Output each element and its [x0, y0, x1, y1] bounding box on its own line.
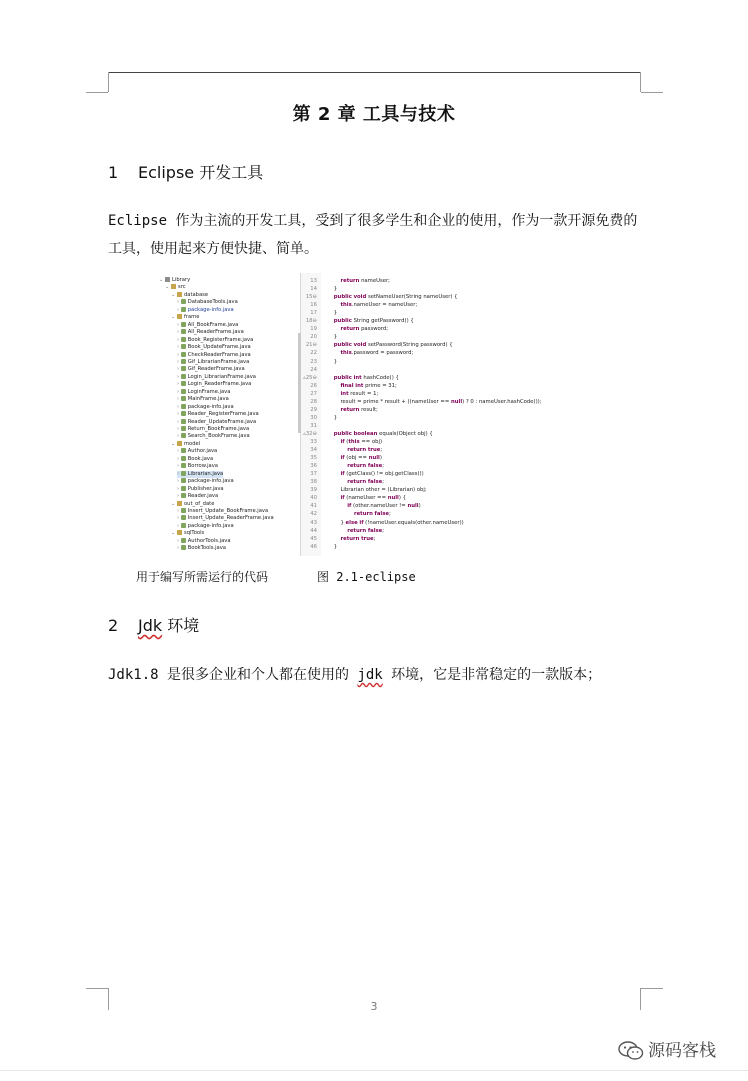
tree-item-label: Reader.java: [187, 493, 219, 500]
java-file-icon: [181, 389, 186, 394]
tree-caret-icon[interactable]: ⌄: [165, 284, 171, 291]
paragraph-jdk: [108, 661, 648, 689]
code-text: if (getClass() != obj.getClass()): [340, 471, 424, 478]
code-text: public void setPassword(String password) {: [333, 342, 453, 349]
tree-item[interactable]: [171, 314, 199, 321]
code-line: [301, 302, 417, 309]
code-text: return false;: [347, 527, 385, 534]
line-number: 29: [310, 406, 317, 413]
tree-caret-icon[interactable]: ›: [177, 403, 181, 410]
footer-separator: [0, 1070, 748, 1071]
tree-caret-icon[interactable]: ›: [177, 388, 181, 395]
tree-item[interactable]: [177, 411, 259, 418]
line-number: 41: [310, 503, 317, 510]
code-line: [301, 536, 375, 543]
tree-caret-icon[interactable]: ›: [177, 515, 181, 522]
line-number: 43: [310, 519, 317, 526]
tree-caret-icon[interactable]: ›: [177, 306, 181, 313]
code-text: if (nameUser == null) {: [340, 495, 407, 502]
tree-item[interactable]: [177, 486, 224, 493]
tree-item[interactable]: [177, 352, 251, 359]
tree-item-label: MainFrame.java: [187, 396, 229, 403]
wechat-icon: [618, 1041, 644, 1061]
java-file-icon: [181, 419, 186, 424]
java-file-icon: [181, 352, 186, 357]
para2-text-rest: 环境，它是非常稳定的一款版本；: [382, 667, 602, 683]
code-text: return nameUser;: [340, 278, 390, 284]
tree-item-label: package-info.java: [187, 403, 234, 410]
tree-caret-icon[interactable]: ›: [177, 455, 181, 462]
code-text: }: [327, 543, 338, 550]
line-number: 22: [310, 350, 317, 357]
tree-item[interactable]: [177, 471, 223, 478]
tree-item[interactable]: [177, 389, 230, 396]
crop-mark-top-right-h: [641, 92, 663, 93]
line-number: 19: [310, 326, 317, 333]
tree-item[interactable]: [177, 538, 231, 545]
tree-caret-icon[interactable]: ›: [177, 299, 181, 306]
tree-item-label: Insert_Update_ReaderFrame.java: [187, 515, 274, 522]
tree-item-label: Reader_UpdateFrame.java: [187, 418, 257, 425]
tree-caret-icon[interactable]: ›: [177, 493, 181, 500]
java-file-icon: [181, 322, 186, 327]
java-file-icon: [181, 545, 186, 550]
tree-item-label: CheckReaderFrame.java: [187, 351, 251, 358]
tree-item[interactable]: [171, 501, 214, 508]
code-text: Librarian other = (Librarian) obj;: [327, 487, 427, 494]
line-number: 26: [310, 382, 317, 389]
line-number: ▵25⊖: [303, 374, 317, 381]
tree-item[interactable]: [165, 284, 186, 291]
java-file-icon: [181, 486, 186, 491]
tree-caret-icon[interactable]: ›: [177, 507, 181, 514]
code-text: }: [327, 310, 338, 317]
tree-caret-icon[interactable]: ›: [177, 418, 181, 425]
tree-item-label: All_BookFrame.java: [187, 321, 239, 328]
line-number: 33: [310, 439, 317, 445]
tree-item-label: DatabaseTools.java: [187, 299, 238, 306]
code-line: [301, 399, 542, 406]
tree-item-label: LoginFrame.java: [187, 388, 231, 395]
tree-item[interactable]: [159, 277, 190, 284]
line-number: 28: [310, 398, 317, 405]
tree-item[interactable]: [177, 322, 238, 329]
tree-caret-icon[interactable]: ›: [177, 336, 181, 343]
tree-caret-icon[interactable]: ›: [177, 545, 181, 552]
para2-text: Jdk1.8 是很多企业和个人都在使用的: [108, 667, 358, 683]
code-line: [301, 318, 414, 325]
tree-item[interactable]: [177, 433, 250, 440]
tree-item-label: Author.java: [187, 448, 218, 455]
code-text: public boolean equals(Object obj) {: [333, 430, 433, 437]
tree-item-label: Reader_RegisterFrame.java: [187, 411, 259, 418]
code-text: public int hashCode() {: [333, 374, 399, 381]
tree-caret-icon[interactable]: ›: [177, 351, 181, 358]
tree-caret-icon[interactable]: ⌄: [171, 530, 177, 537]
code-text: return password;: [340, 326, 389, 333]
code-text: if (this == obj): [340, 439, 383, 445]
tree-item[interactable]: [177, 396, 229, 403]
tree-item-label: Login_ReaderFrame.java: [187, 381, 252, 388]
section-number: 1: [108, 163, 119, 182]
tree-caret-icon[interactable]: ⌄: [171, 440, 177, 447]
code-text: result = prime * result + ((nameUser == null) ? 0 : nameUser.hashCode());: [327, 398, 542, 405]
line-number: 18⊖: [305, 318, 317, 325]
tree-item-label: src: [178, 284, 186, 291]
line-number: 44: [310, 527, 317, 534]
tree-item-label: Book_RegisterFrame.java: [187, 336, 254, 343]
line-number: 27: [310, 390, 317, 397]
code-line: [301, 407, 378, 414]
code-line: [301, 278, 390, 285]
java-file-icon: [181, 396, 186, 401]
code-line: [301, 367, 327, 374]
tree-item-label: BookTools.java: [187, 545, 226, 552]
header-rule: [109, 72, 640, 73]
code-text: }: [327, 358, 338, 365]
code-line: [301, 286, 337, 293]
watermark-text: 源码客栈: [648, 1041, 716, 1061]
code-line: [301, 544, 337, 551]
code-line: [301, 479, 384, 486]
line-number: 34: [310, 447, 317, 454]
line-number: 38: [310, 479, 317, 486]
code-text: public String getPassword() {: [333, 318, 414, 325]
java-file-icon: [181, 463, 186, 468]
tree-caret-icon[interactable]: ›: [177, 426, 181, 432]
code-line: [301, 334, 337, 341]
tree-item-label: Gif_LibrarianFrame.java: [187, 358, 250, 365]
java-file-icon: [181, 299, 186, 304]
tree-item[interactable]: [171, 530, 204, 537]
tree-item[interactable]: [177, 493, 218, 500]
code-line: [301, 423, 327, 430]
java-file-icon: [181, 411, 186, 416]
java-file-icon: [181, 344, 186, 349]
code-line: [301, 310, 337, 317]
tree-caret-icon[interactable]: ›: [177, 433, 181, 440]
java-file-icon: [181, 523, 186, 528]
code-line: [301, 503, 421, 510]
figure-caption-label: 图 2.1-eclipse: [317, 570, 416, 584]
code-line: [301, 391, 378, 398]
line-number: 16: [310, 302, 317, 309]
tree-item[interactable]: [177, 426, 249, 433]
java-file-icon: [181, 448, 186, 453]
code-line: [301, 520, 464, 527]
tree-item-label: Librarian.java: [187, 470, 224, 477]
tree-caret-icon[interactable]: ›: [177, 463, 181, 470]
figure-caption-description: 用于编写所需运行的代码: [136, 570, 269, 584]
tree-caret-icon[interactable]: ›: [177, 485, 181, 492]
watermark: [618, 1036, 716, 1061]
package-icon: [177, 314, 182, 319]
tree-item[interactable]: [177, 523, 234, 530]
code-text: }: [327, 286, 338, 293]
section-heading-jdk: [108, 613, 199, 636]
code-text: if (other.nameUser != null): [347, 503, 421, 510]
java-file-icon: [181, 493, 186, 498]
code-line: [301, 447, 382, 454]
tree-caret-icon[interactable]: ›: [177, 470, 181, 477]
java-file-icon: [181, 329, 186, 334]
tree-item[interactable]: [177, 456, 213, 463]
tree-caret-icon[interactable]: ›: [177, 358, 181, 365]
tree-item[interactable]: [171, 292, 208, 299]
tree-item[interactable]: [177, 508, 268, 515]
tree-item[interactable]: [177, 478, 234, 485]
tree-item-label: Book_UpdateFrame.java: [187, 344, 251, 351]
line-number: 20: [310, 334, 317, 341]
tree-caret-icon[interactable]: ›: [177, 329, 181, 336]
code-line: [301, 487, 427, 494]
package-icon: [177, 292, 182, 297]
project-icon: [165, 277, 170, 282]
tree-item[interactable]: [177, 404, 234, 411]
tree-item-label: Gif_ReaderFrame.java: [187, 366, 245, 373]
tree-item[interactable]: [177, 337, 253, 344]
code-line: [301, 528, 384, 535]
code-text: return true;: [347, 447, 383, 454]
code-line: [301, 350, 413, 357]
code-line: [301, 463, 384, 470]
package-icon: [177, 530, 182, 535]
code-line: [301, 511, 391, 518]
line-number: 23: [310, 358, 317, 365]
package-icon: [177, 441, 182, 446]
line-number: 42: [310, 511, 317, 518]
tree-item-label: All_ReaderFrame.java: [187, 329, 244, 336]
code-text: return false;: [353, 511, 391, 518]
tree-item-label: AuthorTools.java: [187, 537, 231, 544]
tree-item-label: package-info.java: [187, 306, 234, 313]
java-file-icon: [181, 515, 186, 520]
tree-item-label: frame: [184, 314, 200, 321]
code-line: [301, 294, 458, 301]
line-number: 14: [310, 286, 317, 293]
code-line: [301, 359, 337, 366]
java-file-icon: [181, 456, 186, 461]
line-number: 36: [310, 463, 317, 470]
tree-item[interactable]: [177, 307, 234, 314]
tree-item[interactable]: [177, 299, 238, 306]
tree-item-label: package-info.java: [187, 478, 234, 485]
tree-item[interactable]: [177, 329, 244, 336]
java-file-icon: [181, 478, 186, 483]
tree-item-label: Search_BookFrame.java: [187, 433, 250, 440]
tree-item[interactable]: [171, 441, 200, 448]
code-line: [301, 455, 382, 462]
tree-item[interactable]: [177, 366, 245, 373]
java-file-icon: [181, 359, 186, 364]
section-title-wavy: Jdk: [138, 616, 163, 635]
code-line: [301, 471, 424, 478]
java-file-icon: [181, 381, 186, 386]
section-number: 2: [108, 616, 119, 635]
line-number: 30: [310, 414, 317, 421]
crop-mark-top-right: [640, 72, 663, 92]
code-text: return false;: [347, 479, 385, 486]
tree-caret-icon[interactable]: ›: [177, 366, 181, 373]
tree-item[interactable]: [177, 545, 226, 552]
code-text: return true;: [340, 535, 376, 542]
tree-item-label: sqlTools: [184, 530, 205, 537]
tree-caret-icon[interactable]: ⌄: [171, 314, 177, 321]
java-file-icon: [181, 404, 186, 409]
line-number: ▵32⊖: [303, 430, 317, 437]
tree-caret-icon[interactable]: ›: [177, 537, 181, 544]
line-number: 31: [310, 422, 317, 429]
section-title-rest: 环境: [162, 616, 200, 635]
tree-item-label: Login_LibrarianFrame.java: [187, 373, 256, 380]
code-text: return false;: [347, 463, 385, 470]
tree-caret-icon[interactable]: ›: [177, 478, 181, 485]
tree-caret-icon[interactable]: ›: [177, 411, 181, 418]
line-number: 45: [310, 535, 317, 542]
section-title: Eclipse 开发工具: [138, 163, 264, 182]
code-text: int result = 1;: [340, 390, 379, 397]
tree-item-label: package-info.java: [187, 522, 234, 529]
tree-item-label: Return_BookFrame.java: [187, 426, 250, 432]
tree-caret-icon[interactable]: ⌄: [171, 500, 177, 507]
tree-item[interactable]: [177, 419, 256, 426]
tree-caret-icon[interactable]: ›: [177, 522, 181, 529]
line-number: 35: [310, 455, 317, 462]
java-file-icon: [181, 508, 186, 513]
code-text: this.nameUser = nameUser;: [340, 302, 418, 309]
java-file-icon: [181, 337, 186, 342]
tree-caret-icon[interactable]: ›: [177, 344, 181, 351]
code-text: return result;: [340, 406, 378, 413]
code-line: [301, 326, 388, 333]
eclipse-screenshot: [155, 273, 598, 556]
tree-item[interactable]: [177, 515, 274, 522]
tree-item-label: out_of_date: [184, 500, 215, 507]
section-heading-eclipse: [108, 160, 263, 183]
line-number: 37: [310, 471, 317, 478]
line-number: 17: [310, 310, 317, 317]
java-file-icon: [181, 538, 186, 543]
tree-item-label: Book.java: [187, 455, 214, 462]
chapter-title: 第 2 章 工具与技术: [292, 104, 456, 125]
code-line: [301, 375, 399, 382]
code-text: }: [327, 414, 338, 421]
code-text: public void setNameUser(String nameUser) {: [333, 294, 458, 301]
code-line: [301, 495, 406, 502]
tree-caret-icon[interactable]: ›: [177, 448, 181, 455]
code-text: if (obj == null): [340, 455, 382, 462]
code-line: [301, 383, 397, 390]
tree-item-label: Library: [172, 277, 191, 283]
para2-jdk-word: jdk: [357, 667, 383, 683]
tree-item-label: Borrow.java: [187, 463, 218, 470]
code-text: } else if (!nameUser.equals(other.nameUser)): [327, 519, 464, 526]
code-line: [301, 439, 382, 446]
package-icon: [171, 284, 176, 289]
page-number: 3: [370, 1000, 378, 1013]
code-text: }: [327, 334, 338, 341]
java-file-icon: [181, 471, 186, 476]
tree-item[interactable]: [177, 374, 256, 381]
code-line: [301, 342, 453, 349]
code-line: [301, 431, 433, 438]
tree-item[interactable]: [177, 448, 217, 455]
tree-caret-icon[interactable]: ⌄: [159, 277, 165, 283]
line-number: 15⊖: [305, 294, 317, 301]
java-file-icon: [181, 374, 186, 379]
java-file-icon: [181, 426, 186, 431]
tree-item-label: Insert_Update_BookFrame.java: [187, 507, 269, 514]
tree-item[interactable]: [177, 463, 218, 470]
tree-caret-icon[interactable]: ›: [177, 373, 181, 380]
crop-mark-top-left-h: [86, 92, 108, 93]
java-file-icon: [181, 433, 186, 438]
crop-mark-bottom-left: [86, 988, 108, 989]
tree-item[interactable]: [177, 344, 251, 351]
tree-item[interactable]: [177, 359, 249, 366]
tree-caret-icon[interactable]: ›: [177, 396, 181, 403]
line-number: 21⊖: [305, 342, 317, 349]
code-text: final int prime = 31;: [340, 382, 397, 389]
java-file-icon: [181, 307, 186, 312]
code-line: [301, 415, 337, 422]
line-number: 24: [310, 366, 317, 373]
tree-caret-icon[interactable]: ›: [177, 381, 181, 388]
tree-caret-icon[interactable]: ›: [177, 321, 181, 328]
package-explorer: [155, 273, 301, 556]
line-number: 39: [310, 487, 317, 494]
paragraph-eclipse: Eclipse 作为主流的开发工具，受到了很多学生和企业的使用，作为一款开源免费的工具，使用起来方便快捷、简单。: [108, 213, 638, 257]
crop-mark-top-left: [86, 72, 109, 92]
java-file-icon: [181, 366, 186, 371]
tree-item[interactable]: [177, 381, 251, 388]
tree-caret-icon[interactable]: ⌄: [171, 291, 177, 298]
code-text: this.password = password;: [340, 350, 414, 357]
tree-item-label: database: [184, 291, 209, 298]
tree-item-label: Publisher.java: [187, 485, 224, 492]
tree-item-label: model: [184, 440, 201, 447]
line-number: 46: [310, 543, 317, 550]
crop-mark-bottom-right: [641, 988, 663, 989]
line-number: 40: [310, 495, 317, 502]
package-icon: [177, 501, 182, 506]
line-number: 13: [310, 278, 317, 284]
